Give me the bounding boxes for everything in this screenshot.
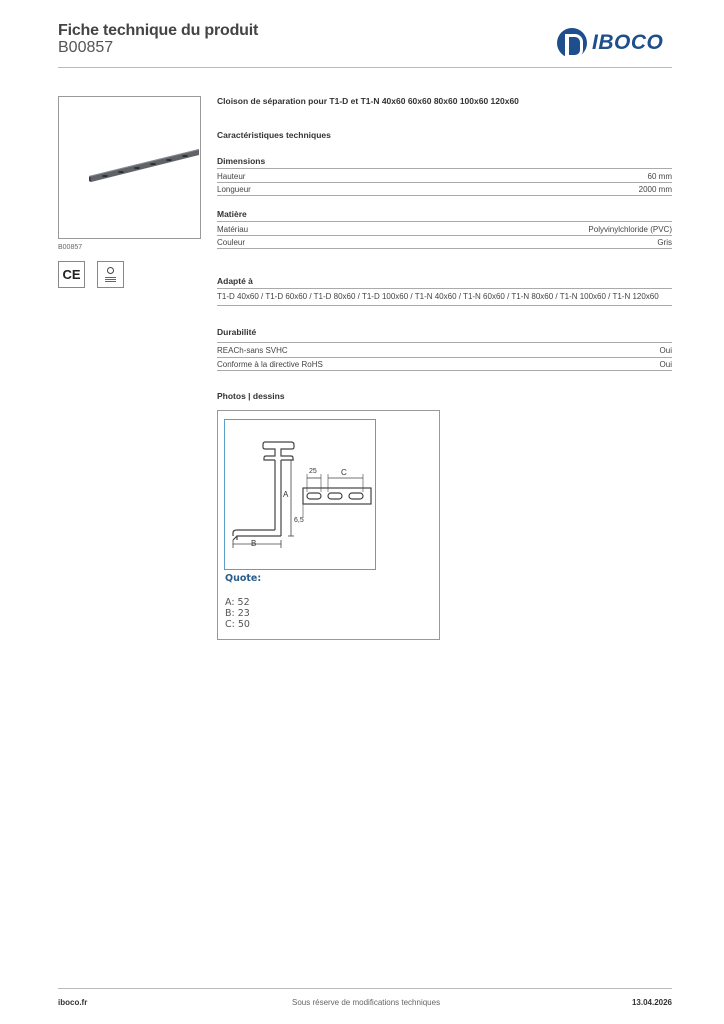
section-photos: Photos | dessins bbox=[217, 391, 285, 401]
document-icon-line bbox=[105, 281, 116, 282]
header-divider bbox=[58, 67, 672, 68]
image-caption: B00857 bbox=[58, 244, 83, 251]
section-tech: Caractéristiques techniques bbox=[217, 130, 331, 140]
quote-a: A: 52 bbox=[225, 597, 250, 608]
separator-bar-illustration bbox=[59, 97, 200, 238]
document-icon-circle bbox=[107, 267, 114, 274]
section-fit: Adapté à bbox=[217, 276, 253, 286]
spec-value: Polyvinylchloride (PVC) bbox=[588, 224, 672, 234]
logo-text: IBOCO bbox=[592, 31, 664, 54]
iboco-logo bbox=[557, 28, 663, 58]
dim-label-c: C bbox=[341, 468, 347, 477]
product-code: B00857 bbox=[58, 39, 114, 56]
product-title: Cloison de séparation pour T1-D et T1-N 40x60 60x60 80x60 100x60 120x60 bbox=[217, 96, 519, 106]
compatible-models: T1-D 40x60 / T1-D 60x60 / T1-D 80x60 / T1-D 100x60 / T1-N 40x60 / T1-N 60x60 / T1-N 80x60 / T1-N 100x60 / T1-N 120x60 bbox=[217, 288, 672, 306]
page-title: Fiche technique du produit bbox=[58, 22, 259, 39]
ce-mark-text: CE bbox=[62, 267, 81, 282]
footer-divider bbox=[58, 988, 672, 989]
document-icon bbox=[97, 261, 124, 288]
dim-label-b: B bbox=[251, 539, 257, 548]
spec-label: Conforme à la directive RoHS bbox=[217, 360, 323, 369]
section-durability: Durabilité bbox=[217, 327, 257, 337]
dim-label-25: 25 bbox=[309, 468, 317, 475]
spec-label: Longueur bbox=[217, 185, 251, 194]
footer-site-link[interactable]: iboco.fr bbox=[58, 998, 88, 1007]
quote-c: C: 50 bbox=[225, 619, 250, 630]
footer-date: 13.04.2026 bbox=[631, 998, 672, 1007]
document-icon-line bbox=[105, 279, 116, 280]
logo-mark-icon bbox=[557, 28, 587, 58]
spec-row-reach bbox=[217, 342, 672, 356]
spec-row-couleur bbox=[217, 235, 672, 249]
ce-mark-icon bbox=[58, 261, 85, 288]
spec-value: 2000 mm bbox=[638, 185, 672, 194]
spec-row-hauteur bbox=[217, 168, 672, 182]
spec-value: Oui bbox=[659, 360, 672, 369]
footer-note: Sous réserve de modifications techniques bbox=[292, 998, 441, 1007]
spec-label: Hauteur bbox=[217, 171, 246, 181]
spec-row-materiau bbox=[217, 221, 672, 235]
dim-label-a: A bbox=[283, 490, 289, 499]
spec-value: Oui bbox=[659, 345, 672, 355]
document-icon-line bbox=[105, 277, 116, 278]
profile-drawing bbox=[225, 420, 375, 569]
dim-label-65: 6,5 bbox=[294, 517, 304, 524]
product-image bbox=[58, 96, 201, 239]
section-dimensions: Dimensions bbox=[217, 156, 266, 166]
spec-value: 60 mm bbox=[647, 171, 672, 181]
section-material: Matière bbox=[217, 209, 247, 219]
spec-row-longueur bbox=[217, 182, 672, 196]
technical-drawing bbox=[224, 419, 376, 570]
quote-b: B: 23 bbox=[225, 608, 250, 619]
spec-label: REACh-sans SVHC bbox=[217, 345, 288, 355]
quote-title: Quote: bbox=[225, 573, 262, 584]
spec-label: Couleur bbox=[217, 238, 246, 247]
spec-value: Gris bbox=[657, 238, 672, 247]
spec-label: Matériau bbox=[217, 224, 249, 234]
spec-row-rohs bbox=[217, 357, 672, 371]
